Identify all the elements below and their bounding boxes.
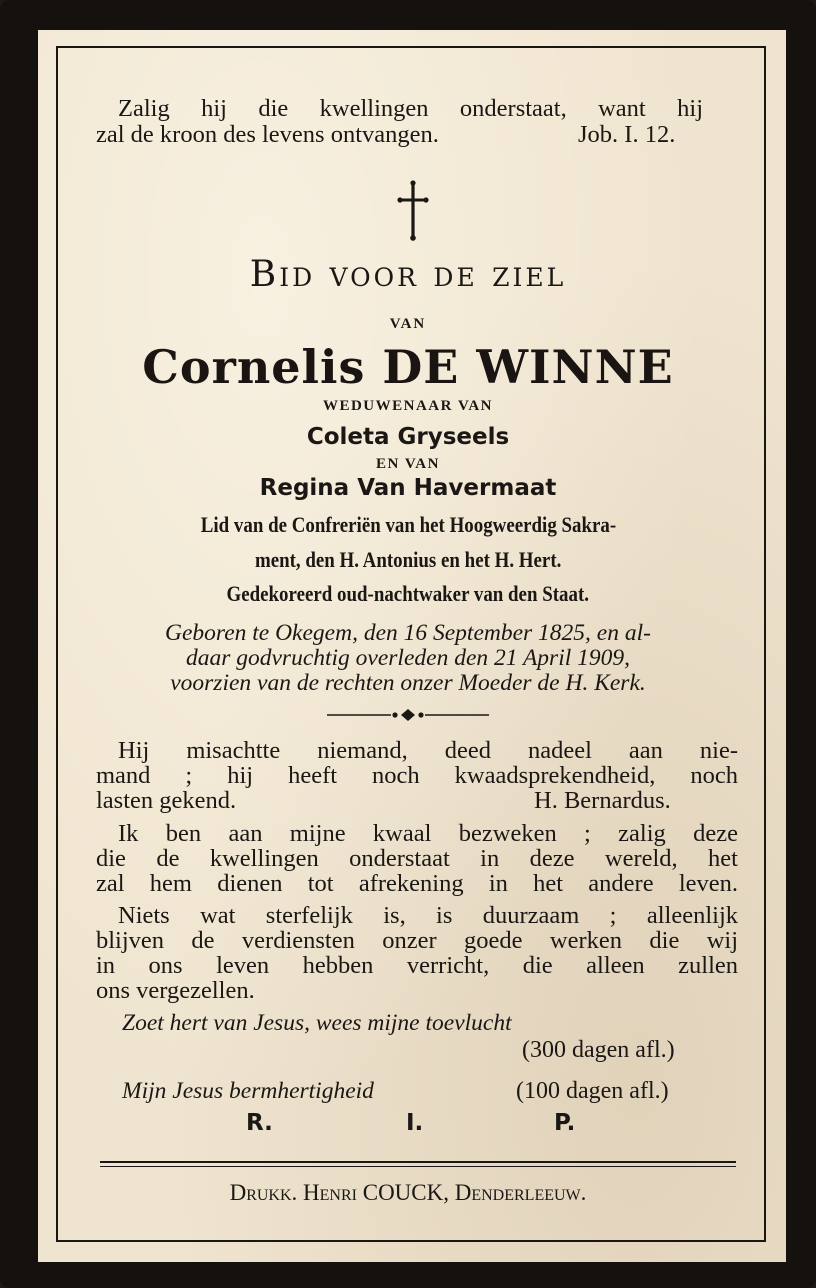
epigraph-line-1: Zalig hij die kwellingen onderstaat, want hij	[118, 95, 703, 122]
prayer-2-text: Mijn Jesus bermhertigheid	[122, 1078, 374, 1104]
prayer-2-indulgence: (100 dagen afl.)	[516, 1078, 669, 1104]
membership-line-2: ment, den H. Antonius en het H. Hert.	[254, 547, 562, 572]
birth-death-line-3: voorzien van de rechten onzer Moeder de H. Kerk.	[170, 670, 646, 696]
quote-3-line-1: Niets wat sterfelijk is, is duurzaam ; alleenlijk	[118, 902, 738, 929]
quote-1-line-3: lasten gekend.	[96, 787, 237, 814]
rip-r: R.	[246, 1110, 273, 1136]
en-van-label: EN VAN	[376, 456, 440, 472]
heading-bid-voor-de-ziel: Bid voor de ziel	[249, 254, 567, 295]
quote-2-line-1: Ik ben aan mijne kwaal bezweken ; zalig deze	[118, 820, 738, 847]
epigraph-reference: Job. I. 12.	[578, 121, 676, 148]
rip-i: I.	[406, 1110, 424, 1136]
bottom-rule-top	[100, 1161, 736, 1163]
quote-3-line-4: ons vergezellen.	[96, 977, 255, 1004]
ornament-divider-icon	[325, 707, 491, 723]
epigraph-line-2: zal de kroon des levens ontvangen.	[96, 121, 439, 148]
quote-3-line-2: blijven de verdiensten onzer goede werken die wij	[96, 927, 738, 954]
cross-icon	[395, 180, 431, 242]
membership-line-1: Lid van de Confreriën van het Hoogweerdig Sakra-	[200, 512, 616, 537]
quote-1-attribution: H. Bernardus.	[534, 787, 671, 814]
quote-3-line-3: in ons leven hebben verricht, die alleen zullen	[96, 952, 738, 979]
rip-p: P.	[554, 1110, 576, 1136]
bottom-rule-thin	[100, 1166, 736, 1167]
quote-2-line-3: zal hem dienen tot afrekening in het andere leven.	[96, 870, 738, 897]
quote-1-line-1: Hij misachtte niemand, deed nadeel aan nie-	[118, 737, 738, 764]
prayer-1-text: Zoet hert van Jesus, wees mijne toevlucht	[122, 1010, 512, 1036]
birth-death-line-1: Geboren te Okegem, den 16 September 1825, en al-	[165, 620, 651, 646]
membership-line-3: Gedekoreerd oud-nachtwaker van den Staat.	[226, 581, 590, 606]
prayer-1-indulgence: (300 dagen afl.)	[522, 1037, 675, 1063]
widower-label: WEDUWENAAR VAN	[322, 398, 494, 414]
van-label: VAN	[389, 316, 427, 332]
quote-2-line-2: die de kwellingen onderstaat in deze wereld, het	[96, 845, 738, 872]
spouse-2-name: Regina Van Havermaat	[259, 475, 557, 501]
quote-1-line-2: mand ; hij heeft noch kwaadsprekendheid, noch	[96, 762, 738, 789]
birth-death-line-2: daar godvruchtig overleden den 21 April 1909,	[185, 645, 631, 671]
printer-line: Drukk. Henri COUCK, Denderleeuw.	[229, 1180, 587, 1205]
deceased-name: Cornelis DE WINNE	[142, 340, 674, 394]
spouse-1-name: Coleta Gryseels	[306, 424, 510, 450]
